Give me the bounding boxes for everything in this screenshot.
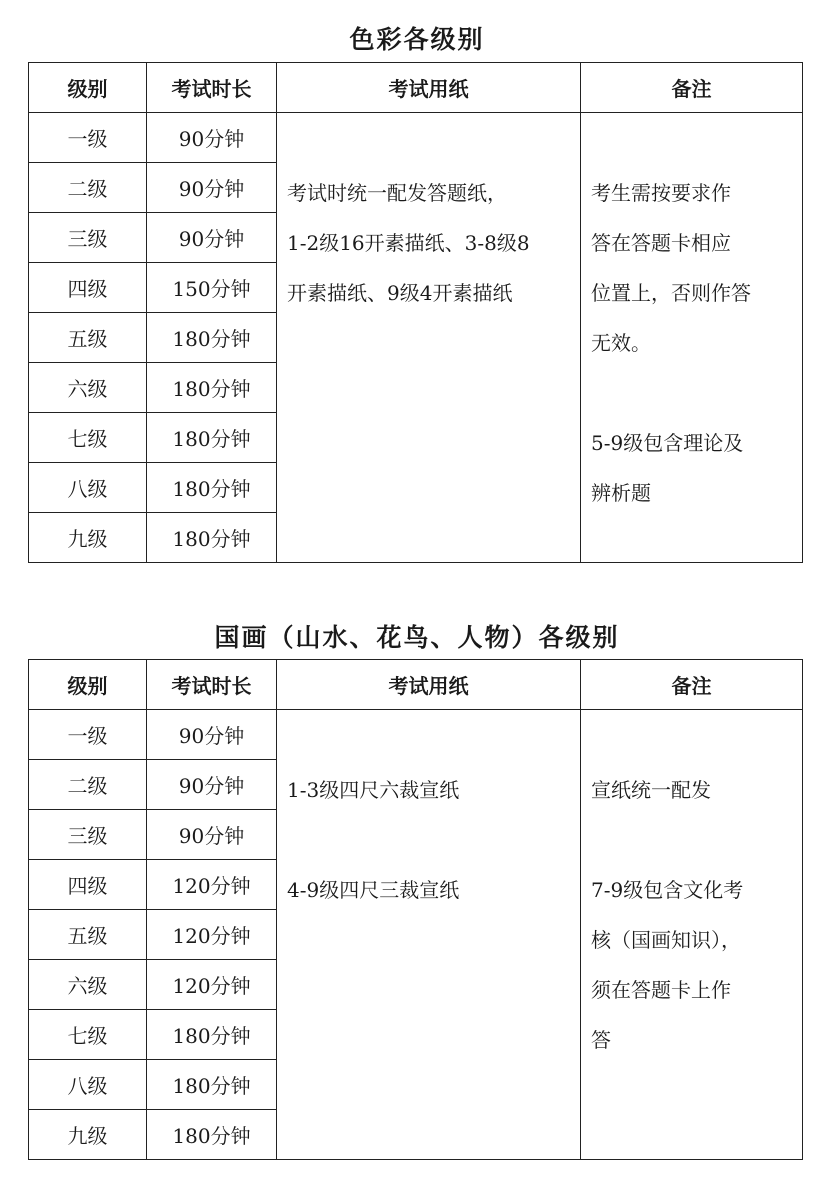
level-cell: 二级: [29, 760, 147, 810]
table-row: [29, 113, 803, 163]
note-line: 7-9级包含文化考: [591, 878, 744, 902]
duration-cell: 90分钟: [147, 113, 277, 163]
level-cell: 八级: [29, 463, 147, 513]
exam-table-color: [28, 62, 803, 563]
duration-cell: 180分钟: [147, 1110, 277, 1160]
duration-cell: 180分钟: [147, 1010, 277, 1060]
header-paper: 考试用纸: [277, 63, 581, 113]
note-line: 须在答题卡上作: [591, 978, 731, 1002]
level-cell: 一级: [29, 710, 147, 760]
note-line: 考生需按要求作: [591, 181, 731, 205]
paper-line: 4-9级四尺三裁宣纸: [287, 878, 460, 902]
duration-cell: 180分钟: [147, 513, 277, 563]
level-cell: 五级: [29, 910, 147, 960]
paragraph-gap: [591, 815, 796, 865]
duration-cell: 90分钟: [147, 710, 277, 760]
notes-cell: [581, 113, 803, 563]
level-cell: 八级: [29, 1060, 147, 1110]
level-cell: 四级: [29, 263, 147, 313]
note-line: 辨析题: [591, 481, 651, 505]
paper-line: 1-3级四尺六裁宣纸: [287, 778, 460, 802]
note-line: 核（国画知识），: [591, 928, 741, 952]
duration-cell: 180分钟: [147, 313, 277, 363]
level-cell: 三级: [29, 810, 147, 860]
note-line: 位置上，否则作答: [591, 281, 751, 305]
header-level: 级别: [29, 63, 147, 113]
level-cell: 二级: [29, 163, 147, 213]
level-cell: 五级: [29, 313, 147, 363]
level-cell: 六级: [29, 363, 147, 413]
note-line: 5-9级包含理论及: [591, 431, 744, 455]
level-cell: 四级: [29, 860, 147, 910]
section-title-chinese-painting: 国画（山水、花鸟、人物）各级别: [214, 623, 620, 652]
header-duration: 考试时长: [147, 63, 277, 113]
section-title-color: 色彩各级别: [349, 25, 485, 54]
header-notes: 备注: [581, 660, 803, 710]
paragraph-gap: [287, 815, 574, 865]
level-cell: 七级: [29, 413, 147, 463]
duration-cell: 180分钟: [147, 1060, 277, 1110]
header-level: 级别: [29, 660, 147, 710]
duration-cell: 120分钟: [147, 910, 277, 960]
paper-line: 1-2级16开素描纸、3-8级8: [287, 231, 530, 255]
level-cell: 一级: [29, 113, 147, 163]
paper-line: 考试时统一配发答题纸，: [287, 181, 507, 205]
duration-cell: 180分钟: [147, 413, 277, 463]
note-line: 答: [591, 1028, 611, 1052]
duration-cell: 180分钟: [147, 463, 277, 513]
paper-cell: [277, 710, 581, 1160]
duration-cell: 90分钟: [147, 163, 277, 213]
duration-cell: 90分钟: [147, 810, 277, 860]
note-line: 答在答题卡相应: [591, 231, 731, 255]
header-paper: 考试用纸: [277, 660, 581, 710]
duration-cell: 90分钟: [147, 213, 277, 263]
level-cell: 九级: [29, 1110, 147, 1160]
level-cell: 七级: [29, 1010, 147, 1060]
level-cell: 六级: [29, 960, 147, 1010]
paper-cell: [277, 113, 581, 563]
note-line: 无效。: [591, 331, 651, 355]
notes-cell: [581, 710, 803, 1160]
paper-line: 开素描纸、9级4开素描纸: [287, 281, 513, 305]
header-row: [29, 63, 803, 113]
duration-cell: 90分钟: [147, 760, 277, 810]
level-cell: 三级: [29, 213, 147, 263]
table-row: [29, 710, 803, 760]
paragraph-gap: [591, 368, 796, 418]
level-cell: 九级: [29, 513, 147, 563]
duration-cell: 150分钟: [147, 263, 277, 313]
duration-cell: 120分钟: [147, 960, 277, 1010]
note-line: 宣纸统一配发: [591, 778, 711, 802]
duration-cell: 180分钟: [147, 363, 277, 413]
duration-cell: 120分钟: [147, 860, 277, 910]
header-notes: 备注: [581, 63, 803, 113]
header-duration: 考试时长: [147, 660, 277, 710]
header-row: [29, 660, 803, 710]
exam-table-chinese-painting: [28, 659, 803, 1160]
